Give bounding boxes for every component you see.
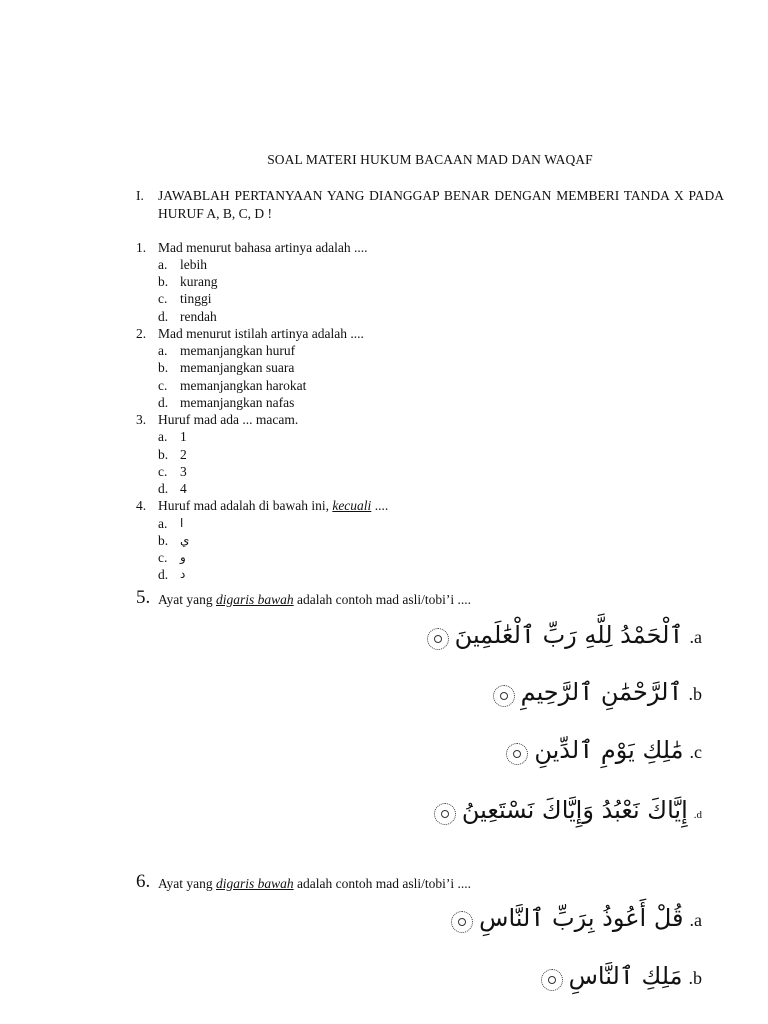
verse-6b <box>541 962 702 991</box>
instruction-text: JAWABLAH PERTANYAAN YANG DIANGGAP BENAR DENGAN MEMBERI TANDA X PADA HURUF A, B, C, D ! <box>158 188 724 221</box>
verse-5c <box>506 736 702 765</box>
question-number: 2. <box>136 326 147 341</box>
verse-letter: .a <box>689 910 702 930</box>
option-text: 2 <box>180 447 187 462</box>
question-text-after: adalah contoh mad asli/tobi’i .... <box>297 876 471 891</box>
question-number: 3. <box>136 412 147 427</box>
question-text <box>158 876 471 892</box>
verse-letter: .c <box>689 742 702 762</box>
option-letter: b. <box>158 533 169 548</box>
ayah-end-icon <box>506 743 528 765</box>
option-letter: b. <box>158 360 169 375</box>
question-number: 5. <box>136 587 151 608</box>
option-text: tinggi <box>180 291 212 306</box>
option-letter: b. <box>158 274 169 289</box>
question-emphasis: digaris bawah <box>216 876 294 891</box>
option-text: rendah <box>180 309 217 324</box>
option-text: 1 <box>180 429 187 444</box>
question-text-after: .... <box>374 498 389 513</box>
option-letter: c. <box>158 291 168 306</box>
verse-5a <box>427 621 702 650</box>
option-text: memanjangkan nafas <box>180 395 295 410</box>
verse-text: ٱلْحَمْدُ لِلَّهِ رَبِّ ٱلْعَٰلَمِينَ <box>454 621 684 649</box>
question-text: Mad menurut bahasa artinya adalah .... <box>158 240 368 255</box>
section-numeral: I. <box>136 188 144 203</box>
option-letter: a. <box>158 429 168 444</box>
verse-5d <box>434 796 702 825</box>
option-text: ي <box>180 533 190 547</box>
option-letter: a. <box>158 257 168 272</box>
ayah-end-icon <box>493 685 515 707</box>
page-title: SOAL MATERI HUKUM BACAAN MAD DAN WAQAF <box>267 152 593 167</box>
verse-letter: .a <box>689 627 702 647</box>
question-text-before: Huruf mad adalah di bawah ini, <box>158 498 329 513</box>
question-emphasis: digaris bawah <box>216 592 294 607</box>
question-text-before: Ayat yang <box>158 876 213 891</box>
option-letter: c. <box>158 550 168 565</box>
verse-text: مَلِكِ ٱلنَّاسِ <box>568 962 683 990</box>
option-letter: a. <box>158 516 168 531</box>
option-letter: d. <box>158 309 169 324</box>
question-emphasis: kecuali <box>332 498 372 513</box>
verse-letter: .b <box>688 968 702 988</box>
option-text: و <box>180 550 186 564</box>
option-text: kurang <box>180 274 218 289</box>
question-text-after: adalah contoh mad asli/tobi’i .... <box>297 592 471 607</box>
option-text: memanjangkan suara <box>180 360 295 375</box>
question-number: 1. <box>136 240 147 255</box>
verse-letter: .b <box>688 684 702 704</box>
verse-text: مَٰلِكِ يَوْمِ ٱلدِّينِ <box>534 736 684 764</box>
ayah-end-icon <box>451 911 473 933</box>
option-text: memanjangkan huruf <box>180 343 296 358</box>
question-text: Huruf mad ada ... macam. <box>158 412 299 427</box>
verse-6a <box>451 904 702 933</box>
ayah-end-icon <box>541 969 563 991</box>
verse-text: قُلْ أَعُوذُ بِرَبِّ ٱلنَّاسِ <box>479 904 684 932</box>
option-letter: a. <box>158 343 168 358</box>
option-text: د <box>180 567 186 581</box>
option-letter: b. <box>158 447 169 462</box>
ayah-end-icon <box>434 803 456 825</box>
verse-5b <box>493 678 702 707</box>
verse-letter: .d <box>693 809 702 821</box>
ayah-end-icon <box>427 628 449 650</box>
option-text: ا <box>180 516 184 530</box>
option-letter: d. <box>158 395 169 410</box>
option-text: lebih <box>180 257 207 272</box>
question-number: 4. <box>136 498 147 513</box>
question-text: Mad menurut istilah artinya adalah .... <box>158 326 364 341</box>
question-text-before: Ayat yang <box>158 592 213 607</box>
verse-text: إِيَّاكَ نَعْبُدُ وَإِيَّاكَ نَسْتَعِينُ <box>461 796 688 824</box>
option-text: 3 <box>180 464 187 479</box>
question-number: 6. <box>136 871 151 892</box>
option-letter: d. <box>158 481 169 496</box>
option-letter: c. <box>158 464 168 479</box>
question-text <box>158 592 471 608</box>
option-letter: c. <box>158 378 168 393</box>
option-text: 4 <box>180 481 187 496</box>
verse-text: ٱلرَّحْمَٰنِ ٱلرَّحِيمِ <box>520 678 683 706</box>
question-text <box>158 498 388 514</box>
option-text: memanjangkan harokat <box>180 378 307 393</box>
option-letter: d. <box>158 567 169 582</box>
